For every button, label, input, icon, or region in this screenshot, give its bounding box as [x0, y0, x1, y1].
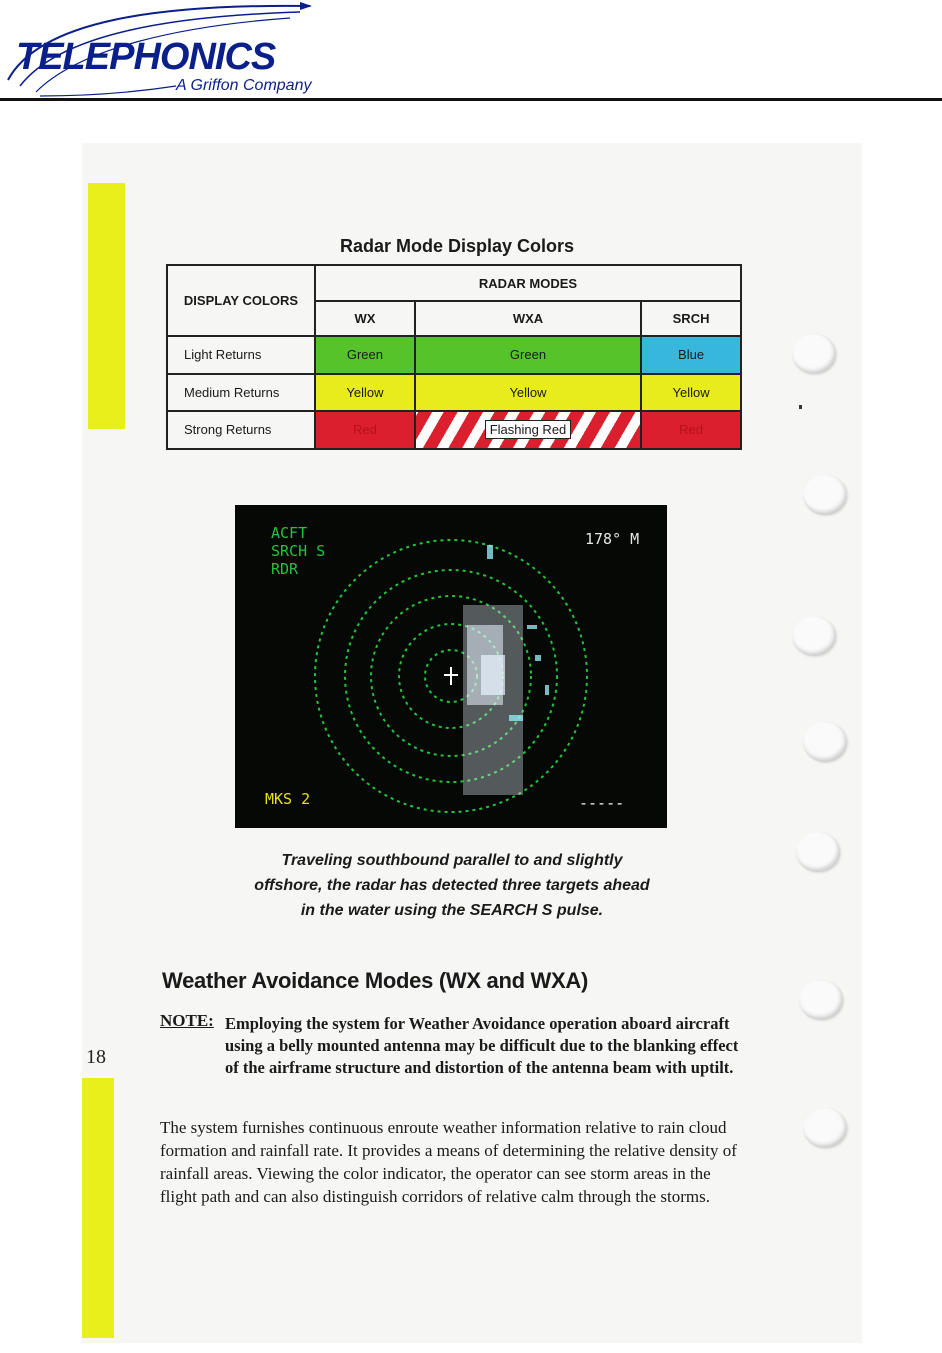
scan-mark [799, 405, 802, 409]
mode-header-wx: WX [315, 301, 415, 335]
binder-hole [803, 722, 847, 762]
header-divider [0, 98, 942, 101]
color-cell: Yellow [641, 374, 741, 410]
binder-hole [803, 1108, 847, 1148]
binder-hole [796, 832, 840, 872]
table-row [167, 374, 741, 410]
note-label: NOTE: [160, 1011, 214, 1030]
section-heading: Weather Avoidance Modes (WX and WXA) [162, 968, 588, 993]
radar-caption: Traveling southbound parallel to and slightly offshore, the radar has detected three targets ahead in the water using the SEARCH S pulse. [254, 852, 650, 919]
body-paragraph: The system furnishes continuous enroute weather information relative to rain cloud formation and rainfall rate. It provides a means of determining the relative density of rainfall areas. Viewing the color indicator, the operator can see storm areas in the flight path and can also distinguish corridors of relative calm through the storms. [160, 1118, 737, 1206]
radar-mode-line: SRCH S [271, 542, 326, 560]
note-text: Employing the system for Weather Avoidance operation aboard aircraft using a belly mounted antenna may be difficult due to the blanking effect of the airframe structure and distortion of the antenna beam with uptilt. [225, 1014, 739, 1077]
color-cell: Red [315, 411, 415, 449]
table-title: Radar Mode Display Colors [340, 236, 575, 256]
row-label: Medium Returns [167, 374, 315, 410]
page-number: 18 [86, 1046, 106, 1068]
row-label: Light Returns [167, 336, 315, 374]
radar-modes-header: RADAR MODES [315, 265, 741, 301]
radar-mode-line: ACFT [271, 524, 308, 542]
binder-hole [792, 616, 836, 656]
radar-range: MKS 2 [265, 790, 311, 808]
telephonics-logo [0, 0, 370, 100]
yellow-tab-top [88, 183, 125, 429]
radar-display-image [235, 505, 667, 828]
color-cell: Red [641, 411, 741, 449]
mode-header-srch: SRCH [641, 301, 741, 335]
row-label: Strong Returns [167, 411, 315, 449]
binder-hole [803, 475, 847, 515]
logo-wordmark: TELEPHONICS [16, 36, 276, 78]
logo-tagline: A Griffon Company [176, 77, 312, 94]
display-colors-header: DISPLAY COLORS [167, 265, 315, 336]
radar-heading: 178° M [585, 530, 640, 548]
color-cell: Green [415, 336, 641, 374]
radar-range-marker: ----- [579, 794, 625, 812]
binder-hole [799, 980, 843, 1020]
table-row [167, 411, 741, 449]
table-row [167, 336, 741, 374]
color-cell: Blue [641, 336, 741, 374]
display-colors-table [166, 264, 742, 450]
binder-hole [792, 334, 836, 374]
color-cell: Yellow [415, 374, 641, 410]
color-cell: Yellow [315, 374, 415, 410]
mode-header-wxa: WXA [415, 301, 641, 335]
color-cell: Green [315, 336, 415, 374]
yellow-tab-bottom [82, 1078, 114, 1338]
radar-mode-line: RDR [271, 560, 299, 578]
color-cell-flashing [415, 411, 641, 449]
flashing-red-label: Flashing Red [485, 420, 572, 439]
